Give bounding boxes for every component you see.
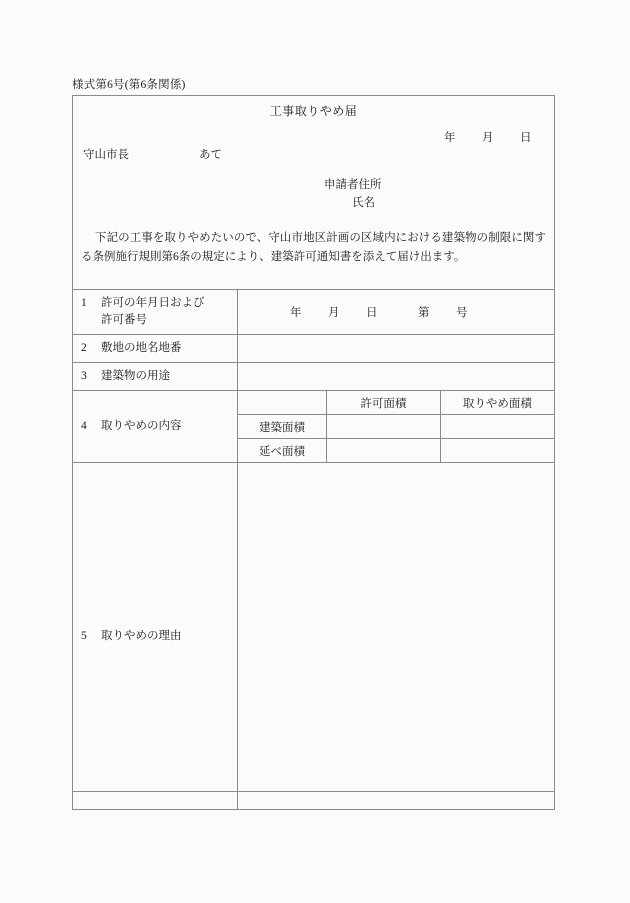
row5-value-cell[interactable] [238, 463, 555, 810]
table-row-site-address [73, 335, 555, 363]
applicant-block [324, 176, 382, 212]
row5-label-cell [73, 463, 238, 810]
permit-day-label: 日 [366, 307, 378, 319]
row1-label-line1: 許可の年月日および [101, 297, 205, 309]
table-row-cancel-content [73, 391, 555, 463]
table-row-permit-date [73, 290, 555, 335]
building-area-cancelled-value[interactable] [440, 415, 554, 439]
total-floor-area-permitted-value[interactable] [327, 439, 441, 463]
cancel-content-subtable [238, 391, 554, 462]
submission-date-line [444, 129, 532, 145]
row2-value-cell[interactable] [238, 335, 555, 363]
addressee-line [83, 146, 222, 162]
form-items-table [72, 289, 555, 810]
subtable-header-row [238, 391, 554, 415]
row3-number: 3 [81, 370, 87, 382]
addressee-suffix: あて [199, 149, 222, 161]
row2-label: 敷地の地名地番 [101, 342, 182, 354]
permit-year-label: 年 [290, 307, 302, 319]
form-header [73, 96, 554, 289]
table-row-building-use [73, 363, 555, 391]
row1-number: 1 [81, 297, 87, 309]
form-frame [72, 95, 555, 792]
subtable-row-label-building-area: 建築面積 [238, 415, 327, 439]
subtable-row-total-floor-area [238, 439, 554, 463]
row3-value-cell[interactable] [238, 363, 555, 391]
row2-label-cell [73, 335, 238, 363]
row5-label: 取りやめの理由 [101, 629, 182, 642]
applicant-name-label: 氏名 [352, 197, 375, 209]
row4-subtable-cell [238, 391, 555, 463]
date-year-label: 年 [444, 132, 456, 144]
row4-number: 4 [81, 420, 87, 432]
row4-label: 取りやめの内容 [101, 420, 182, 432]
document-title: 工事取りやめ届 [269, 104, 358, 118]
row1-value-cell[interactable] [238, 290, 555, 335]
permit-month-label: 月 [328, 307, 340, 319]
applicant-address-label: 申請者住所 [324, 179, 382, 191]
total-floor-area-cancelled-value[interactable] [440, 439, 554, 463]
subtable-corner-cell [238, 391, 327, 415]
subtable-header-permitted-area: 許可面積 [327, 391, 441, 415]
row3-label: 建築物の用途 [101, 370, 170, 382]
declaration-body-text: 下記の工事を取りやめたいので、守山市地区計画の区域内における建築物の制限に関する条例施行規則第6条の規定により、建築許可通知書を添えて届け出ます。 [81, 232, 546, 263]
date-month-label: 月 [482, 132, 494, 144]
subtable-row-label-total-floor-area: 延べ面積 [238, 439, 327, 463]
addressee-name: 守山市長 [83, 149, 129, 161]
permit-gou-label: 号 [456, 307, 468, 319]
row1-label-cell [73, 290, 238, 335]
subtable-header-cancelled-area: 取りやめ面積 [440, 391, 554, 415]
table-row-cancel-reason [73, 463, 555, 810]
row5-number: 5 [81, 629, 87, 642]
subtable-row-building-area [238, 415, 554, 439]
permit-dai-label: 第 [418, 307, 430, 319]
row2-number: 2 [81, 342, 87, 354]
row3-label-cell [73, 363, 238, 391]
row4-label-cell [73, 391, 238, 463]
date-day-label: 日 [520, 132, 532, 144]
form-number-label: 様式第6号(第6条関係) [72, 79, 186, 91]
row1-label-line2: 許可番号 [101, 314, 147, 326]
building-area-permitted-value[interactable] [327, 415, 441, 439]
